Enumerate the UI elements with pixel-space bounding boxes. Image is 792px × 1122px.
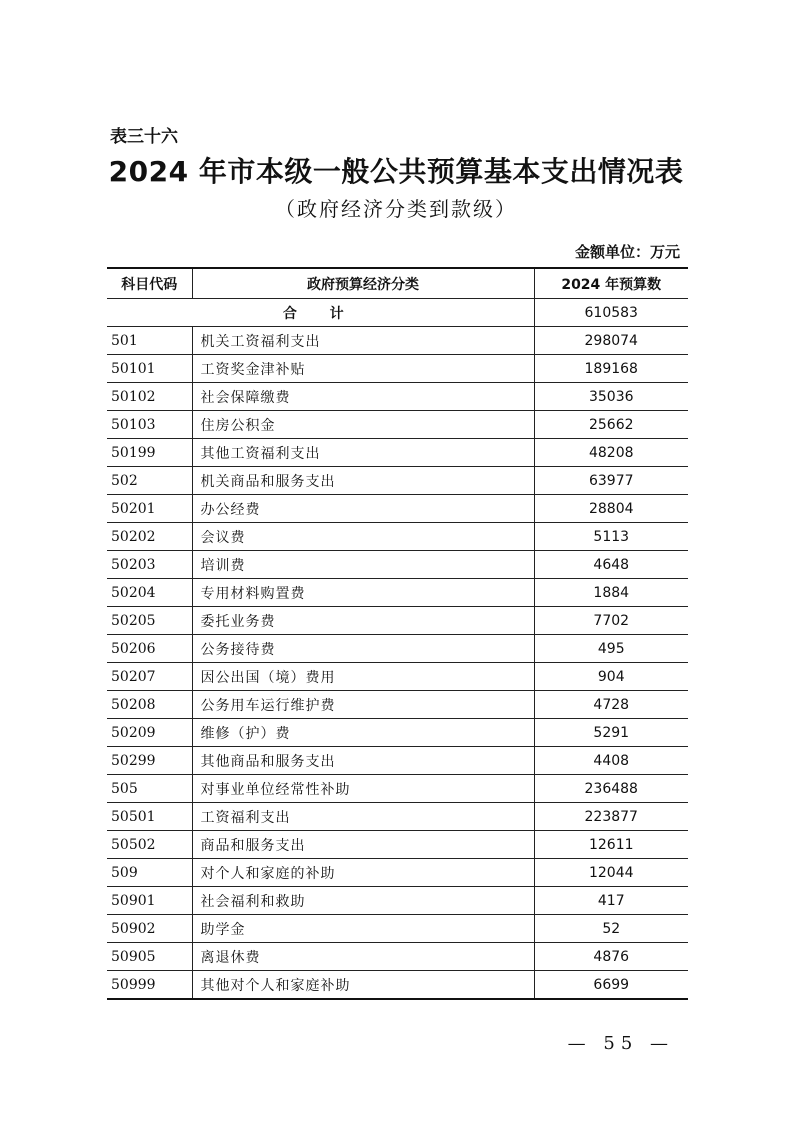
row-classification: 其他商品和服务支出	[192, 747, 534, 775]
row-amount: 5113	[534, 523, 688, 551]
row-classification: 机关工资福利支出	[192, 327, 534, 355]
row-amount: 904	[534, 663, 688, 691]
row-amount: 4876	[534, 943, 688, 971]
row-amount: 63977	[534, 467, 688, 495]
budget-table	[107, 267, 688, 1000]
row-code: 50199	[107, 439, 192, 467]
row-amount: 25662	[534, 411, 688, 439]
header-code: 科目代码	[107, 268, 192, 299]
row-classification: 商品和服务支出	[192, 831, 534, 859]
document-subtitle: （政府经济分类到款级）	[275, 197, 517, 221]
row-amount: 236488	[534, 775, 688, 803]
table-row	[107, 327, 688, 355]
row-amount: 4408	[534, 747, 688, 775]
row-classification: 工资奖金津补贴	[192, 355, 534, 383]
table-row	[107, 691, 688, 719]
table-row	[107, 523, 688, 551]
table-row	[107, 635, 688, 663]
row-classification: 机关商品和服务支出	[192, 467, 534, 495]
table-row	[107, 439, 688, 467]
amount-unit: 金额单位：万元	[574, 243, 680, 261]
row-amount: 223877	[534, 803, 688, 831]
row-amount: 189168	[534, 355, 688, 383]
row-amount: 12611	[534, 831, 688, 859]
table-header-row	[107, 268, 688, 299]
table-row	[107, 411, 688, 439]
row-code: 50902	[107, 915, 192, 943]
row-amount: 7702	[534, 607, 688, 635]
row-code: 50206	[107, 635, 192, 663]
row-amount: 52	[534, 915, 688, 943]
row-amount: 35036	[534, 383, 688, 411]
table-row	[107, 607, 688, 635]
row-code: 50208	[107, 691, 192, 719]
row-code: 50901	[107, 887, 192, 915]
total-label: 合 计	[107, 299, 534, 327]
row-classification: 对个人和家庭的补助	[192, 859, 534, 887]
row-amount: 12044	[534, 859, 688, 887]
row-classification: 助学金	[192, 915, 534, 943]
row-classification: 办公经费	[192, 495, 534, 523]
table-row	[107, 971, 688, 1000]
row-code: 509	[107, 859, 192, 887]
row-classification: 会议费	[192, 523, 534, 551]
row-code: 50204	[107, 579, 192, 607]
row-classification: 专用材料购置费	[192, 579, 534, 607]
row-classification: 工资福利支出	[192, 803, 534, 831]
row-classification: 其他工资福利支出	[192, 439, 534, 467]
total-amount: 610583	[534, 299, 688, 327]
row-classification: 离退休费	[192, 943, 534, 971]
page-number: — 55 —	[567, 1033, 674, 1054]
row-classification: 委托业务费	[192, 607, 534, 635]
row-classification: 因公出国（境）费用	[192, 663, 534, 691]
table-row	[107, 831, 688, 859]
row-classification: 公务用车运行维护费	[192, 691, 534, 719]
row-code: 50103	[107, 411, 192, 439]
row-amount: 4728	[534, 691, 688, 719]
table-row	[107, 859, 688, 887]
table-row	[107, 663, 688, 691]
table-row	[107, 383, 688, 411]
row-classification: 培训费	[192, 551, 534, 579]
header-classification: 政府预算经济分类	[192, 268, 534, 299]
row-code: 50205	[107, 607, 192, 635]
row-code: 50207	[107, 663, 192, 691]
row-classification: 其他对个人和家庭补助	[192, 971, 534, 1000]
table-row	[107, 803, 688, 831]
table-label: 表三十六	[110, 127, 178, 147]
table-row	[107, 495, 688, 523]
row-classification: 社会保障缴费	[192, 383, 534, 411]
row-code: 50905	[107, 943, 192, 971]
table-row	[107, 355, 688, 383]
table-row	[107, 719, 688, 747]
row-code: 50501	[107, 803, 192, 831]
row-code: 505	[107, 775, 192, 803]
row-classification: 社会福利和救助	[192, 887, 534, 915]
row-code: 502	[107, 467, 192, 495]
table-row	[107, 747, 688, 775]
document-title: 2024 年市本级一般公共预算基本支出情况表	[108, 155, 684, 188]
row-code: 50203	[107, 551, 192, 579]
table-row	[107, 775, 688, 803]
row-amount: 6699	[534, 971, 688, 1000]
row-code: 50502	[107, 831, 192, 859]
row-amount: 5291	[534, 719, 688, 747]
row-code: 50299	[107, 747, 192, 775]
table-row	[107, 551, 688, 579]
row-amount: 48208	[534, 439, 688, 467]
row-amount: 298074	[534, 327, 688, 355]
row-code: 50999	[107, 971, 192, 1000]
row-code: 501	[107, 327, 192, 355]
row-classification: 维修（护）费	[192, 719, 534, 747]
table-row	[107, 579, 688, 607]
row-amount: 28804	[534, 495, 688, 523]
row-classification: 对事业单位经常性补助	[192, 775, 534, 803]
row-code: 50201	[107, 495, 192, 523]
row-amount: 495	[534, 635, 688, 663]
row-amount: 417	[534, 887, 688, 915]
row-classification: 公务接待费	[192, 635, 534, 663]
row-amount: 4648	[534, 551, 688, 579]
row-code: 50209	[107, 719, 192, 747]
row-amount: 1884	[534, 579, 688, 607]
table-row	[107, 915, 688, 943]
table-row	[107, 943, 688, 971]
table-row	[107, 887, 688, 915]
header-budget-amount: 2024 年预算数	[534, 268, 688, 299]
table-row	[107, 467, 688, 495]
row-code: 50102	[107, 383, 192, 411]
total-row	[107, 299, 688, 327]
row-code: 50202	[107, 523, 192, 551]
row-code: 50101	[107, 355, 192, 383]
row-classification: 住房公积金	[192, 411, 534, 439]
